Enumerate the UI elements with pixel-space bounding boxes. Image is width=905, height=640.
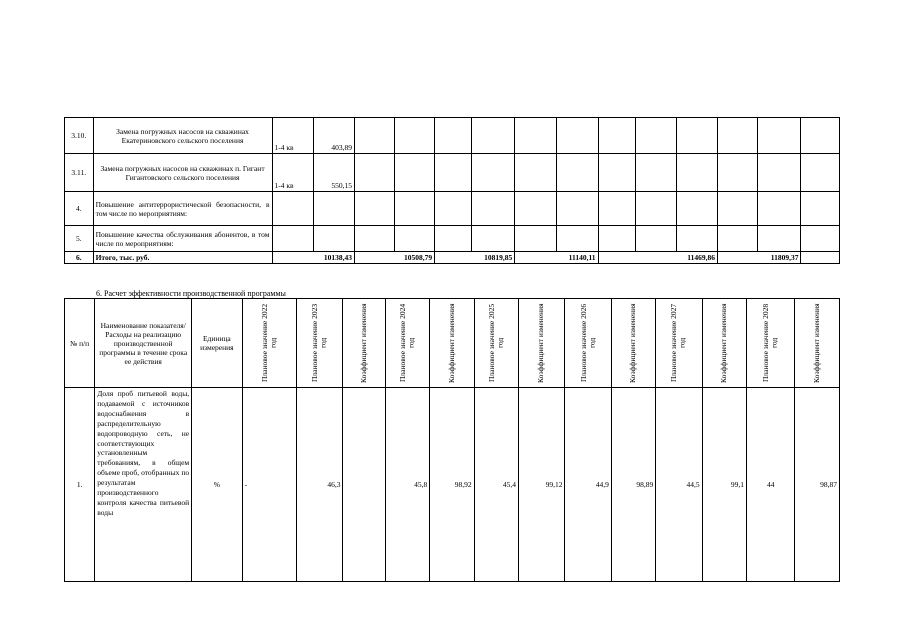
table-header-row	[65, 299, 840, 388]
table-row	[65, 388, 840, 582]
total-row	[65, 252, 840, 264]
measure-period: 1-4 кв	[272, 118, 313, 154]
total-value: 11469,86	[598, 252, 717, 264]
header-plan-2022: Плановое значение 2022 год	[259, 303, 278, 383]
header-coef-2025: Коэффициент изменения	[536, 303, 546, 383]
header-plan-2024: Плановое значение 2024 год	[398, 303, 416, 383]
efficiency-table	[64, 298, 840, 582]
measure-value: 550,15	[313, 154, 354, 192]
header-number: № п/п	[65, 299, 95, 388]
row-number: 1.	[65, 388, 95, 582]
header-plan-2027: Плановое значение 2027 год	[669, 303, 687, 383]
header-coef-2027: Коэффициент изменения	[719, 303, 729, 383]
value-2022: -	[242, 388, 296, 582]
header-coef-2024: Коэффициент изменения	[446, 303, 456, 383]
total-value: 10819,85	[435, 252, 515, 264]
measure-name: Повышение антитеррористической безопасности, в том числе по мероприятиям:	[93, 192, 272, 226]
header-coef-2023: Коэффициент изменения	[358, 303, 368, 383]
total-value: 10138,43	[272, 252, 355, 264]
table-row	[65, 154, 840, 192]
value-2024: 45,8	[385, 388, 429, 582]
total-value: 11809,37	[718, 252, 801, 264]
measure-name: Повышение качества обслуживания абонентов, в том числе по мероприятиям:	[93, 226, 272, 252]
value-2028: 44	[747, 388, 795, 582]
header-plan-2023: Плановое значение 2023 год	[310, 303, 328, 383]
table-row	[65, 118, 840, 154]
indicator-unit: %	[192, 388, 242, 582]
coef-2023	[343, 388, 385, 582]
header-plan-2025: Плановое значение 2025 год	[486, 303, 505, 383]
row-number: 3.11.	[65, 154, 94, 192]
value-2026: 44,9	[565, 388, 611, 582]
header-coef-2026: Коэффициент изменения	[628, 303, 638, 383]
header-name: Наименование показателя/Расходы на реализацию производственной программы в течение срока ее действия	[95, 299, 192, 388]
value-2027: 44,5	[656, 388, 702, 582]
row-number: 4.	[65, 192, 94, 226]
coef-2027: 99,1	[702, 388, 746, 582]
coef-2028: 98,87	[795, 388, 840, 582]
section-caption: 6. Расчет эффективности производственной программы	[96, 289, 286, 298]
measures-table	[64, 117, 840, 264]
total-label: Итого, тыс. руб.	[93, 252, 272, 264]
measure-name: Замена погружных насосов на скважинах п. Гигант Гигантовского сельского поселения	[93, 154, 272, 192]
indicator-name: Доля проб питьевой воды, подаваемой с источников водоснабжения в распределительную водопроводную сеть, не соответствующих установленным требованиям, в общем объеме проб, отобранных по результатам производственного контроля качества питьевой воды	[95, 388, 192, 582]
row-number: 5.	[65, 226, 94, 252]
measure-name: Замена погружных насосов на скважинах Екатериновского сельского поселения	[93, 118, 272, 154]
table-row	[65, 226, 840, 252]
value-2023: 46,3	[297, 388, 343, 582]
row-number: 3.10.	[65, 118, 94, 154]
measure-value: 403,89	[313, 118, 354, 154]
header-plan-2026: Плановое значение 2026 год	[578, 303, 597, 383]
coef-2026: 98,89	[611, 388, 655, 582]
header-plan-2028: Плановое значение 2028 год	[761, 303, 779, 383]
measure-period: 1-4 кв	[272, 154, 313, 192]
header-unit: Единица измерения	[192, 299, 242, 388]
total-number: 6.	[65, 252, 94, 264]
coef-2024: 98,92	[430, 388, 474, 582]
header-coef-2028: Коэффициент изменения	[811, 303, 821, 383]
table-row	[65, 192, 840, 226]
coef-2025: 99,12	[519, 388, 565, 582]
total-value: 10508,79	[355, 252, 435, 264]
total-value: 11140,11	[515, 252, 598, 264]
value-2025: 45,4	[474, 388, 518, 582]
